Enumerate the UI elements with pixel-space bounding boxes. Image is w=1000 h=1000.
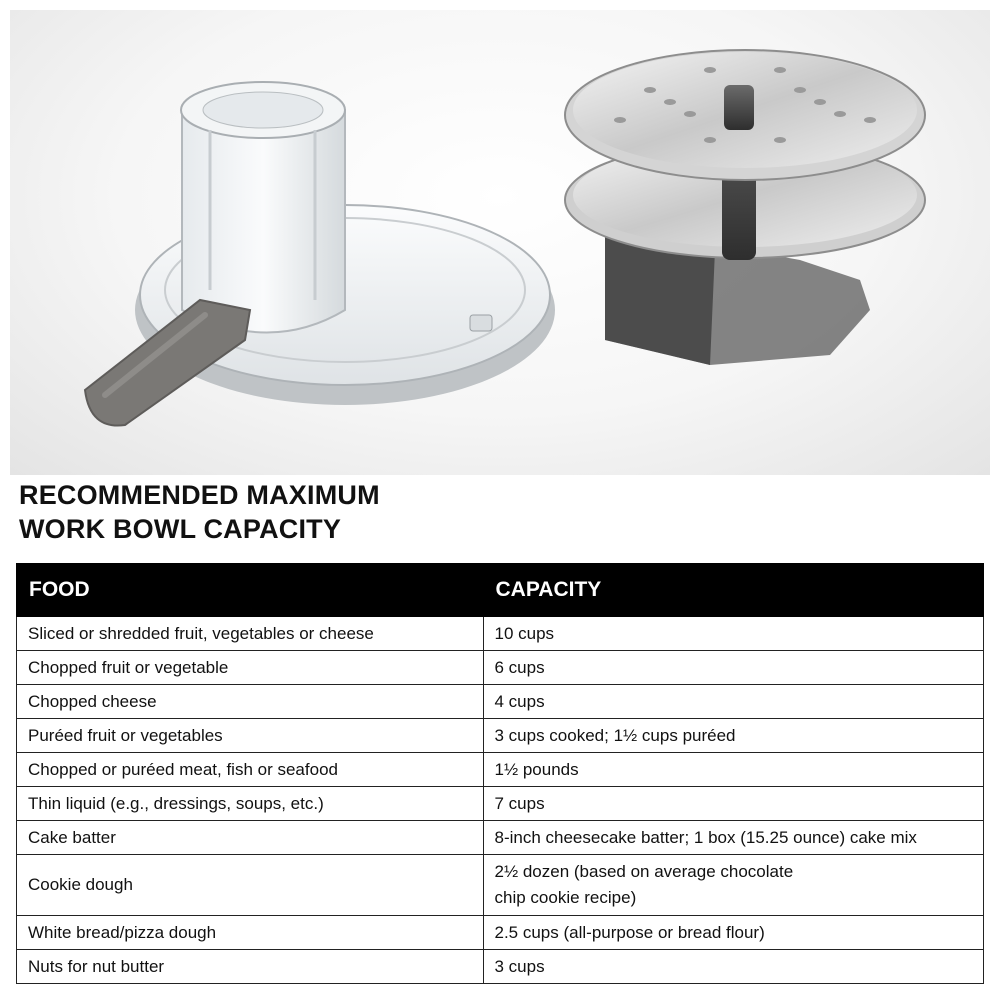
table-row (17, 719, 984, 753)
capacity-cell: 3 cups cooked; 1½ cups puréed (483, 719, 984, 753)
capacity-cell (483, 855, 984, 916)
shredding-disc-icon (565, 50, 925, 365)
capacity-cell: 7 cups (483, 787, 984, 821)
table-row (17, 950, 984, 984)
table-row (17, 916, 984, 950)
table-row (17, 617, 984, 651)
table-row (17, 685, 984, 719)
capacity-cell: 1½ pounds (483, 753, 984, 787)
table-row (17, 787, 984, 821)
food-cell: Puréed fruit or vegetables (17, 719, 484, 753)
product-photo (10, 10, 990, 475)
product-illustration (10, 10, 990, 475)
column-header-capacity: CAPACITY (483, 564, 984, 617)
table-header-row (17, 564, 984, 617)
capacity-cell: 2.5 cups (all-purpose or bread flour) (483, 916, 984, 950)
food-cell: Cake batter (17, 821, 484, 855)
column-header-food: FOOD (17, 564, 484, 617)
capacity-cell: 10 cups (483, 617, 984, 651)
capacity-cell: 6 cups (483, 651, 984, 685)
table-row (17, 753, 984, 787)
food-cell: Sliced or shredded fruit, vegetables or cheese (17, 617, 484, 651)
food-cell: Chopped cheese (17, 685, 484, 719)
food-cell: White bread/pizza dough (17, 916, 484, 950)
lid-with-feed-tube-icon (85, 82, 555, 426)
food-cell: Chopped or puréed meat, fish or seafood (17, 753, 484, 787)
capacity-table (16, 563, 984, 984)
food-cell: Thin liquid (e.g., dressings, soups, etc.) (17, 787, 484, 821)
food-cell: Chopped fruit or vegetable (17, 651, 484, 685)
table-row (17, 821, 984, 855)
table-row (17, 651, 984, 685)
title-line-1: RECOMMENDED MAXIMUM (19, 480, 380, 510)
capacity-cell: 4 cups (483, 685, 984, 719)
capacity-cell-line-1: 2½ dozen (based on average chocolate (494, 862, 794, 881)
food-cell: Cookie dough (17, 855, 484, 916)
table-row (17, 855, 984, 916)
capacity-cell: 3 cups (483, 950, 984, 984)
page-title (19, 478, 719, 546)
capacity-cell-line-2: chip cookie recipe) (494, 888, 637, 907)
capacity-cell: 8-inch cheesecake batter; 1 box (15.25 ounce) cake mix (483, 821, 984, 855)
title-line-2: WORK BOWL CAPACITY (19, 514, 342, 544)
food-cell: Nuts for nut butter (17, 950, 484, 984)
